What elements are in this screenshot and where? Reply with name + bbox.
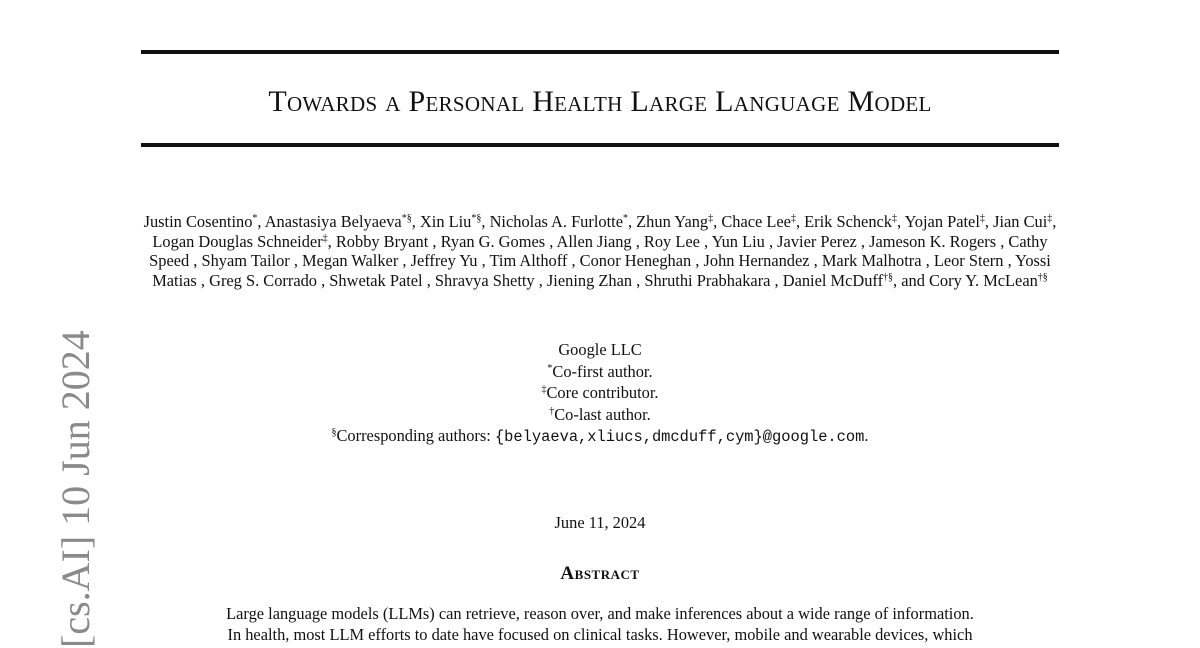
author bbox=[644, 232, 700, 251]
author-name: Ryan G. Gomes bbox=[440, 231, 546, 251]
author bbox=[993, 212, 1052, 231]
author-marks: *§ bbox=[401, 213, 412, 224]
author bbox=[929, 271, 1048, 290]
author-name: Logan Douglas Schneider bbox=[152, 231, 323, 251]
footnote-co-last bbox=[141, 404, 1059, 426]
author bbox=[905, 212, 985, 231]
affiliation: Google LLC bbox=[558, 340, 642, 359]
corresponding-authors bbox=[141, 425, 1059, 449]
paper-title: Towards a Personal Health Large Language Model bbox=[268, 85, 932, 118]
author-marks: *§ bbox=[471, 213, 482, 224]
author bbox=[822, 251, 922, 270]
author bbox=[435, 271, 535, 290]
abstract-heading: Abstract bbox=[560, 563, 640, 584]
author bbox=[265, 212, 412, 231]
author-name: Erik Schenck bbox=[804, 212, 892, 231]
author-marks: ‡ bbox=[790, 213, 796, 224]
author bbox=[490, 212, 628, 231]
author-name: Leor Stern bbox=[933, 251, 1004, 271]
author bbox=[712, 232, 765, 251]
author bbox=[644, 271, 770, 290]
author-marks: * bbox=[622, 213, 628, 224]
abstract-line: In health, most LLM efforts to date have focused on clinical tasks. However, mobile and wearable devices, which bbox=[227, 624, 973, 644]
author-name: Conor Heneghan bbox=[579, 251, 692, 271]
author-name: Tim Althoff bbox=[489, 251, 568, 271]
author bbox=[777, 232, 857, 251]
author-name: Chace Lee bbox=[721, 212, 791, 231]
author-name: Yun Liu bbox=[711, 231, 765, 251]
corresponding-emails[interactable]: {belyaeva,xliucs,dmcduff,cym}@google.com bbox=[494, 428, 865, 446]
author bbox=[144, 212, 258, 231]
author bbox=[411, 251, 478, 270]
author bbox=[934, 251, 1004, 270]
author-name: Javier Perez bbox=[777, 231, 857, 251]
author-name: Xin Liu bbox=[419, 212, 472, 231]
author bbox=[580, 251, 692, 270]
author-name: Anastasiya Belyaeva bbox=[264, 212, 402, 231]
author-name: Shruthi Prabhakara bbox=[644, 270, 771, 290]
author-marks: ‡ bbox=[1047, 213, 1053, 224]
author-name: Jameson K. Rogers bbox=[869, 231, 997, 251]
author-marks: ‡ bbox=[708, 213, 714, 224]
author bbox=[489, 251, 567, 270]
author-name: Jian Cui bbox=[993, 212, 1048, 231]
author bbox=[869, 232, 996, 251]
author-name: Yossi Matias bbox=[152, 251, 1051, 290]
footnote-text: Co-first author. bbox=[552, 361, 653, 381]
author-name: Robby Bryant bbox=[335, 231, 429, 251]
author-name: Zhun Yang bbox=[636, 212, 709, 231]
author bbox=[557, 232, 632, 251]
footnote-text: Co-last author. bbox=[554, 404, 651, 424]
author-name: Justin Cosentino bbox=[143, 212, 253, 231]
author bbox=[202, 251, 290, 270]
footnote-text: Core contributor. bbox=[546, 383, 659, 402]
author-name: Shyam Tailor bbox=[201, 251, 290, 271]
corresponding-trailing: . bbox=[864, 426, 869, 445]
author-list: Justin Cosentino*, Anastasiya Belyaeva*§, Xin Liu*§, Nicholas A. Furlotte*, Zhun Yang‡, Chace Lee‡, Erik Schenck‡, Yojan Patel‡, Jian Cui‡, Logan Douglas Schneider‡, Robby Bryant , Ryan G. Gomes , Allen Jiang , Roy Lee , Yun Liu , Javier Perez , Jameson K. Rogers , Cathy Speed , Shyam Tailor , Megan Walker , Jeffrey Yu , Tim Althoff , Conor Heneghan , John Hernandez , Mark Malhotra , Leor Stern , Yossi Matias , Greg S. Corrado , Shwetak Patel , Shravya Shetty , Jiening Zhan , Shruthi Prabhakara , Daniel McDuff†§, and Cory Y. McLean†§ bbox=[143, 212, 1057, 290]
title-rule-top bbox=[141, 50, 1059, 54]
footnote-co-first bbox=[141, 361, 1059, 383]
author-name: Shwetak Patel bbox=[329, 270, 423, 290]
author-name: Nicholas A. Furlotte bbox=[489, 212, 623, 231]
author bbox=[783, 271, 893, 290]
paper-date: June 11, 2024 bbox=[554, 513, 646, 532]
author bbox=[721, 212, 796, 231]
author-name: Jeffrey Yu bbox=[410, 251, 478, 271]
affiliation-block bbox=[141, 339, 1059, 449]
title-rule-bottom bbox=[141, 143, 1059, 147]
footnote-core-contributor bbox=[141, 382, 1059, 404]
author-name: Shravya Shetty bbox=[434, 270, 535, 290]
author bbox=[336, 232, 428, 251]
author bbox=[441, 232, 546, 251]
author-name: Cory Y. McLean bbox=[929, 270, 1038, 290]
author-name: Allen Jiang bbox=[556, 231, 632, 251]
author-name: Mark Malhotra bbox=[821, 251, 922, 271]
author-name: John Hernandez bbox=[703, 251, 810, 271]
footnote-symbol: ‡ bbox=[541, 384, 547, 395]
abstract-body bbox=[141, 604, 1059, 645]
author-name: Cathy Speed bbox=[149, 231, 1048, 271]
author-marks: †§ bbox=[1037, 271, 1048, 283]
author-marks: ‡ bbox=[892, 213, 897, 224]
author bbox=[302, 251, 398, 270]
author-name: Greg S. Corrado bbox=[209, 270, 317, 290]
author-name: Roy Lee bbox=[643, 231, 700, 251]
footnote-symbol: * bbox=[547, 362, 553, 374]
author-marks: ‡ bbox=[322, 232, 328, 244]
author-marks: †§ bbox=[883, 271, 894, 283]
author-marks: * bbox=[252, 213, 258, 224]
author bbox=[209, 271, 317, 290]
abstract-line: Large language models (LLMs) can retrieve, reason over, and make inferences about a wide range of information. bbox=[226, 604, 974, 623]
author bbox=[704, 251, 810, 270]
footnote-symbol: † bbox=[549, 405, 555, 417]
author bbox=[329, 271, 422, 290]
author-name: Daniel McDuff bbox=[782, 270, 884, 290]
arxiv-side-stamp: [cs.AI] 10 Jun 2024 bbox=[53, 330, 98, 648]
author bbox=[636, 212, 713, 231]
author bbox=[420, 212, 481, 231]
author bbox=[152, 232, 327, 251]
author bbox=[804, 212, 897, 231]
author-name: Jiening Zhan bbox=[546, 270, 633, 290]
author bbox=[547, 271, 632, 290]
corresponding-label: Corresponding authors: bbox=[336, 426, 495, 445]
author-marks: ‡ bbox=[979, 213, 985, 224]
author-name: Yojan Patel bbox=[904, 212, 980, 231]
footnote-symbol: § bbox=[331, 427, 337, 438]
author-name: Megan Walker bbox=[302, 251, 399, 271]
